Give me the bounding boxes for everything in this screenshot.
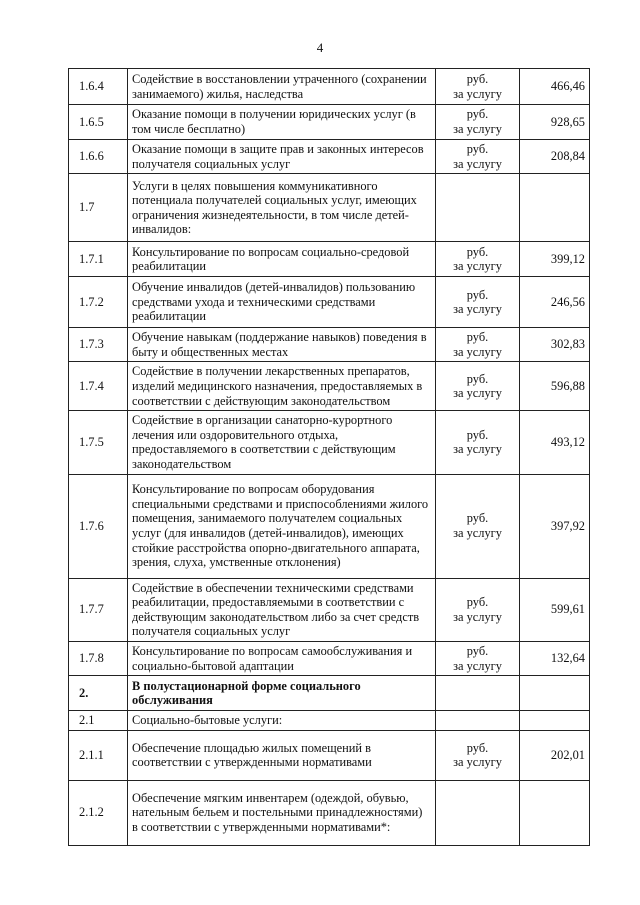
page-number: 4 xyxy=(316,40,324,55)
row-service-name: Содействие в организации санаторно-курортного лечения или оздоровительного отдыха, предоставляемого в соответствии с действующим законодательством xyxy=(128,411,436,474)
row-unit xyxy=(436,578,520,641)
table-row xyxy=(69,362,590,411)
row-price: 466,46 xyxy=(520,69,590,105)
row-price: 132,64 xyxy=(520,641,590,675)
unit-currency: руб. xyxy=(466,740,489,755)
row-code: 1.7.6 xyxy=(69,474,128,578)
row-price xyxy=(520,711,590,731)
row-price: 302,83 xyxy=(520,328,590,362)
row-code: 2.1.2 xyxy=(69,780,128,845)
table-row xyxy=(69,277,590,328)
row-unit xyxy=(436,780,520,845)
unit-currency: руб. xyxy=(466,643,489,658)
row-code: 1.7 xyxy=(69,174,128,242)
unit-currency: руб. xyxy=(466,107,489,122)
row-service-name: Содействие в восстановлении утраченного (сохранении занимаемого) жилья, наследства xyxy=(128,69,436,105)
row-service-name: Консультирование по вопросам социально-средовой реабилитации xyxy=(128,242,436,277)
row-price: 599,61 xyxy=(520,578,590,641)
row-service-name: Услуги в целях повышения коммуникативного потенциала получателей социальных услуг, имеющих ограничения жизнедеятельности, в том числе детей-инвалидов: xyxy=(128,174,436,242)
row-price: 202,01 xyxy=(520,730,590,780)
row-code: 1.7.3 xyxy=(69,328,128,362)
row-unit xyxy=(436,69,520,105)
table-row xyxy=(69,474,590,578)
row-price: 397,92 xyxy=(520,474,590,578)
row-price: 493,12 xyxy=(520,411,590,474)
row-unit xyxy=(436,328,520,362)
row-code: 1.7.4 xyxy=(69,362,128,411)
row-unit xyxy=(436,277,520,328)
row-code: 1.7.5 xyxy=(69,411,128,474)
row-unit xyxy=(436,730,520,780)
table-row xyxy=(69,328,590,362)
unit-currency: руб. xyxy=(466,371,489,386)
row-service-name: Содействие в получении лекарственных препаратов, изделий медицинского назначения, предоставляемых в соответствии с действующим законодательством xyxy=(128,362,436,411)
row-code: 1.6.5 xyxy=(69,105,128,140)
unit-currency: руб. xyxy=(466,142,489,156)
table-row xyxy=(69,780,590,845)
row-price xyxy=(520,780,590,845)
table-row xyxy=(69,140,590,174)
row-code: 1.7.7 xyxy=(69,578,128,641)
row-service-name: Содействие в обеспечении техническими средствами реабилитации, предоставляемыми в соответствии с действующим законодательством либо за счет средств получателя социальных услуг xyxy=(128,578,436,641)
row-price xyxy=(520,676,590,711)
table-row xyxy=(69,578,590,641)
row-price: 596,88 xyxy=(520,362,590,411)
unit-currency: руб. xyxy=(466,287,489,302)
unit-per-service: за услугу xyxy=(453,122,502,136)
table-row xyxy=(69,711,590,731)
row-unit xyxy=(436,474,520,578)
unit-per-service: за услугу xyxy=(453,442,502,457)
table-row xyxy=(69,730,590,780)
unit-currency: руб. xyxy=(466,71,489,86)
row-service-name: Обеспечение площадью жилых помещений в соответствии с утвержденными нормативами xyxy=(128,730,436,780)
unit-currency: руб. xyxy=(466,427,489,442)
row-service-name: Оказание помощи в защите прав и законных интересов получателя социальных услуг xyxy=(128,140,436,174)
row-service-name: Обучение инвалидов (детей-инвалидов) пользованию средствами ухода и техническими средствами реабилитации xyxy=(128,277,436,328)
unit-per-service: за услугу xyxy=(453,386,502,401)
table-row xyxy=(69,174,590,242)
unit-currency: руб. xyxy=(466,511,489,526)
row-service-name: Консультирование по вопросам оборудования специальными средствами и приспособлениями жилого помещения, занимаемого получателем социальных услуг (для инвалидов (детей-инвалидов), имеющих стойкие расстройства опорно-двигательного аппарата, зрения, слуха, умственные отклонения) xyxy=(128,474,436,578)
table-row xyxy=(69,105,590,140)
table-row xyxy=(69,411,590,474)
row-code: 1.6.4 xyxy=(69,69,128,105)
unit-per-service: за услугу xyxy=(453,156,502,171)
row-service-name: В полустационарной форме социального обслуживания xyxy=(128,676,436,711)
unit-currency: руб. xyxy=(466,595,489,610)
table-row xyxy=(69,641,590,675)
row-code: 2.1 xyxy=(69,711,128,731)
unit-per-service: за услугу xyxy=(453,86,502,101)
row-unit xyxy=(436,174,520,242)
row-price xyxy=(520,174,590,242)
row-price: 208,84 xyxy=(520,140,590,174)
unit-per-service: за услугу xyxy=(453,609,502,624)
row-service-name: Обеспечение мягким инвентарем (одеждой, обувью, нательным бельем и постельными принадлежностями) в соответствии с утвержденными нормативами*: xyxy=(128,780,436,845)
row-unit xyxy=(436,140,520,174)
table-row xyxy=(69,69,590,105)
row-code: 1.7.8 xyxy=(69,641,128,675)
tariff-table xyxy=(68,68,590,846)
unit-per-service: за услугу xyxy=(453,658,502,673)
row-service-name: Консультирование по вопросам самообслуживания и социально-бытовой адаптации xyxy=(128,641,436,675)
unit-per-service: за услугу xyxy=(453,302,502,317)
row-unit xyxy=(436,105,520,140)
unit-currency: руб. xyxy=(466,330,489,345)
row-price: 246,56 xyxy=(520,277,590,328)
unit-per-service: за услугу xyxy=(453,344,502,359)
row-price: 928,65 xyxy=(520,105,590,140)
row-unit xyxy=(436,411,520,474)
row-code: 1.7.1 xyxy=(69,242,128,277)
row-unit xyxy=(436,641,520,675)
unit-currency: руб. xyxy=(466,244,489,259)
row-unit xyxy=(436,242,520,277)
row-unit xyxy=(436,362,520,411)
row-service-name: Оказание помощи в получении юридических услуг (в том числе бесплатно) xyxy=(128,105,436,140)
row-service-name: Обучение навыкам (поддержание навыков) поведения в быту и общественных местах xyxy=(128,328,436,362)
unit-per-service: за услугу xyxy=(453,526,502,541)
unit-per-service: за услугу xyxy=(453,259,502,274)
unit-per-service: за услугу xyxy=(453,755,502,770)
table-row xyxy=(69,242,590,277)
table-row xyxy=(69,676,590,711)
row-service-name: Социально-бытовые услуги: xyxy=(128,711,436,731)
row-code: 2. xyxy=(69,676,128,711)
row-unit xyxy=(436,711,520,731)
row-code: 2.1.1 xyxy=(69,730,128,780)
row-code: 1.7.2 xyxy=(69,277,128,328)
row-unit xyxy=(436,676,520,711)
row-price: 399,12 xyxy=(520,242,590,277)
row-code: 1.6.6 xyxy=(69,140,128,174)
